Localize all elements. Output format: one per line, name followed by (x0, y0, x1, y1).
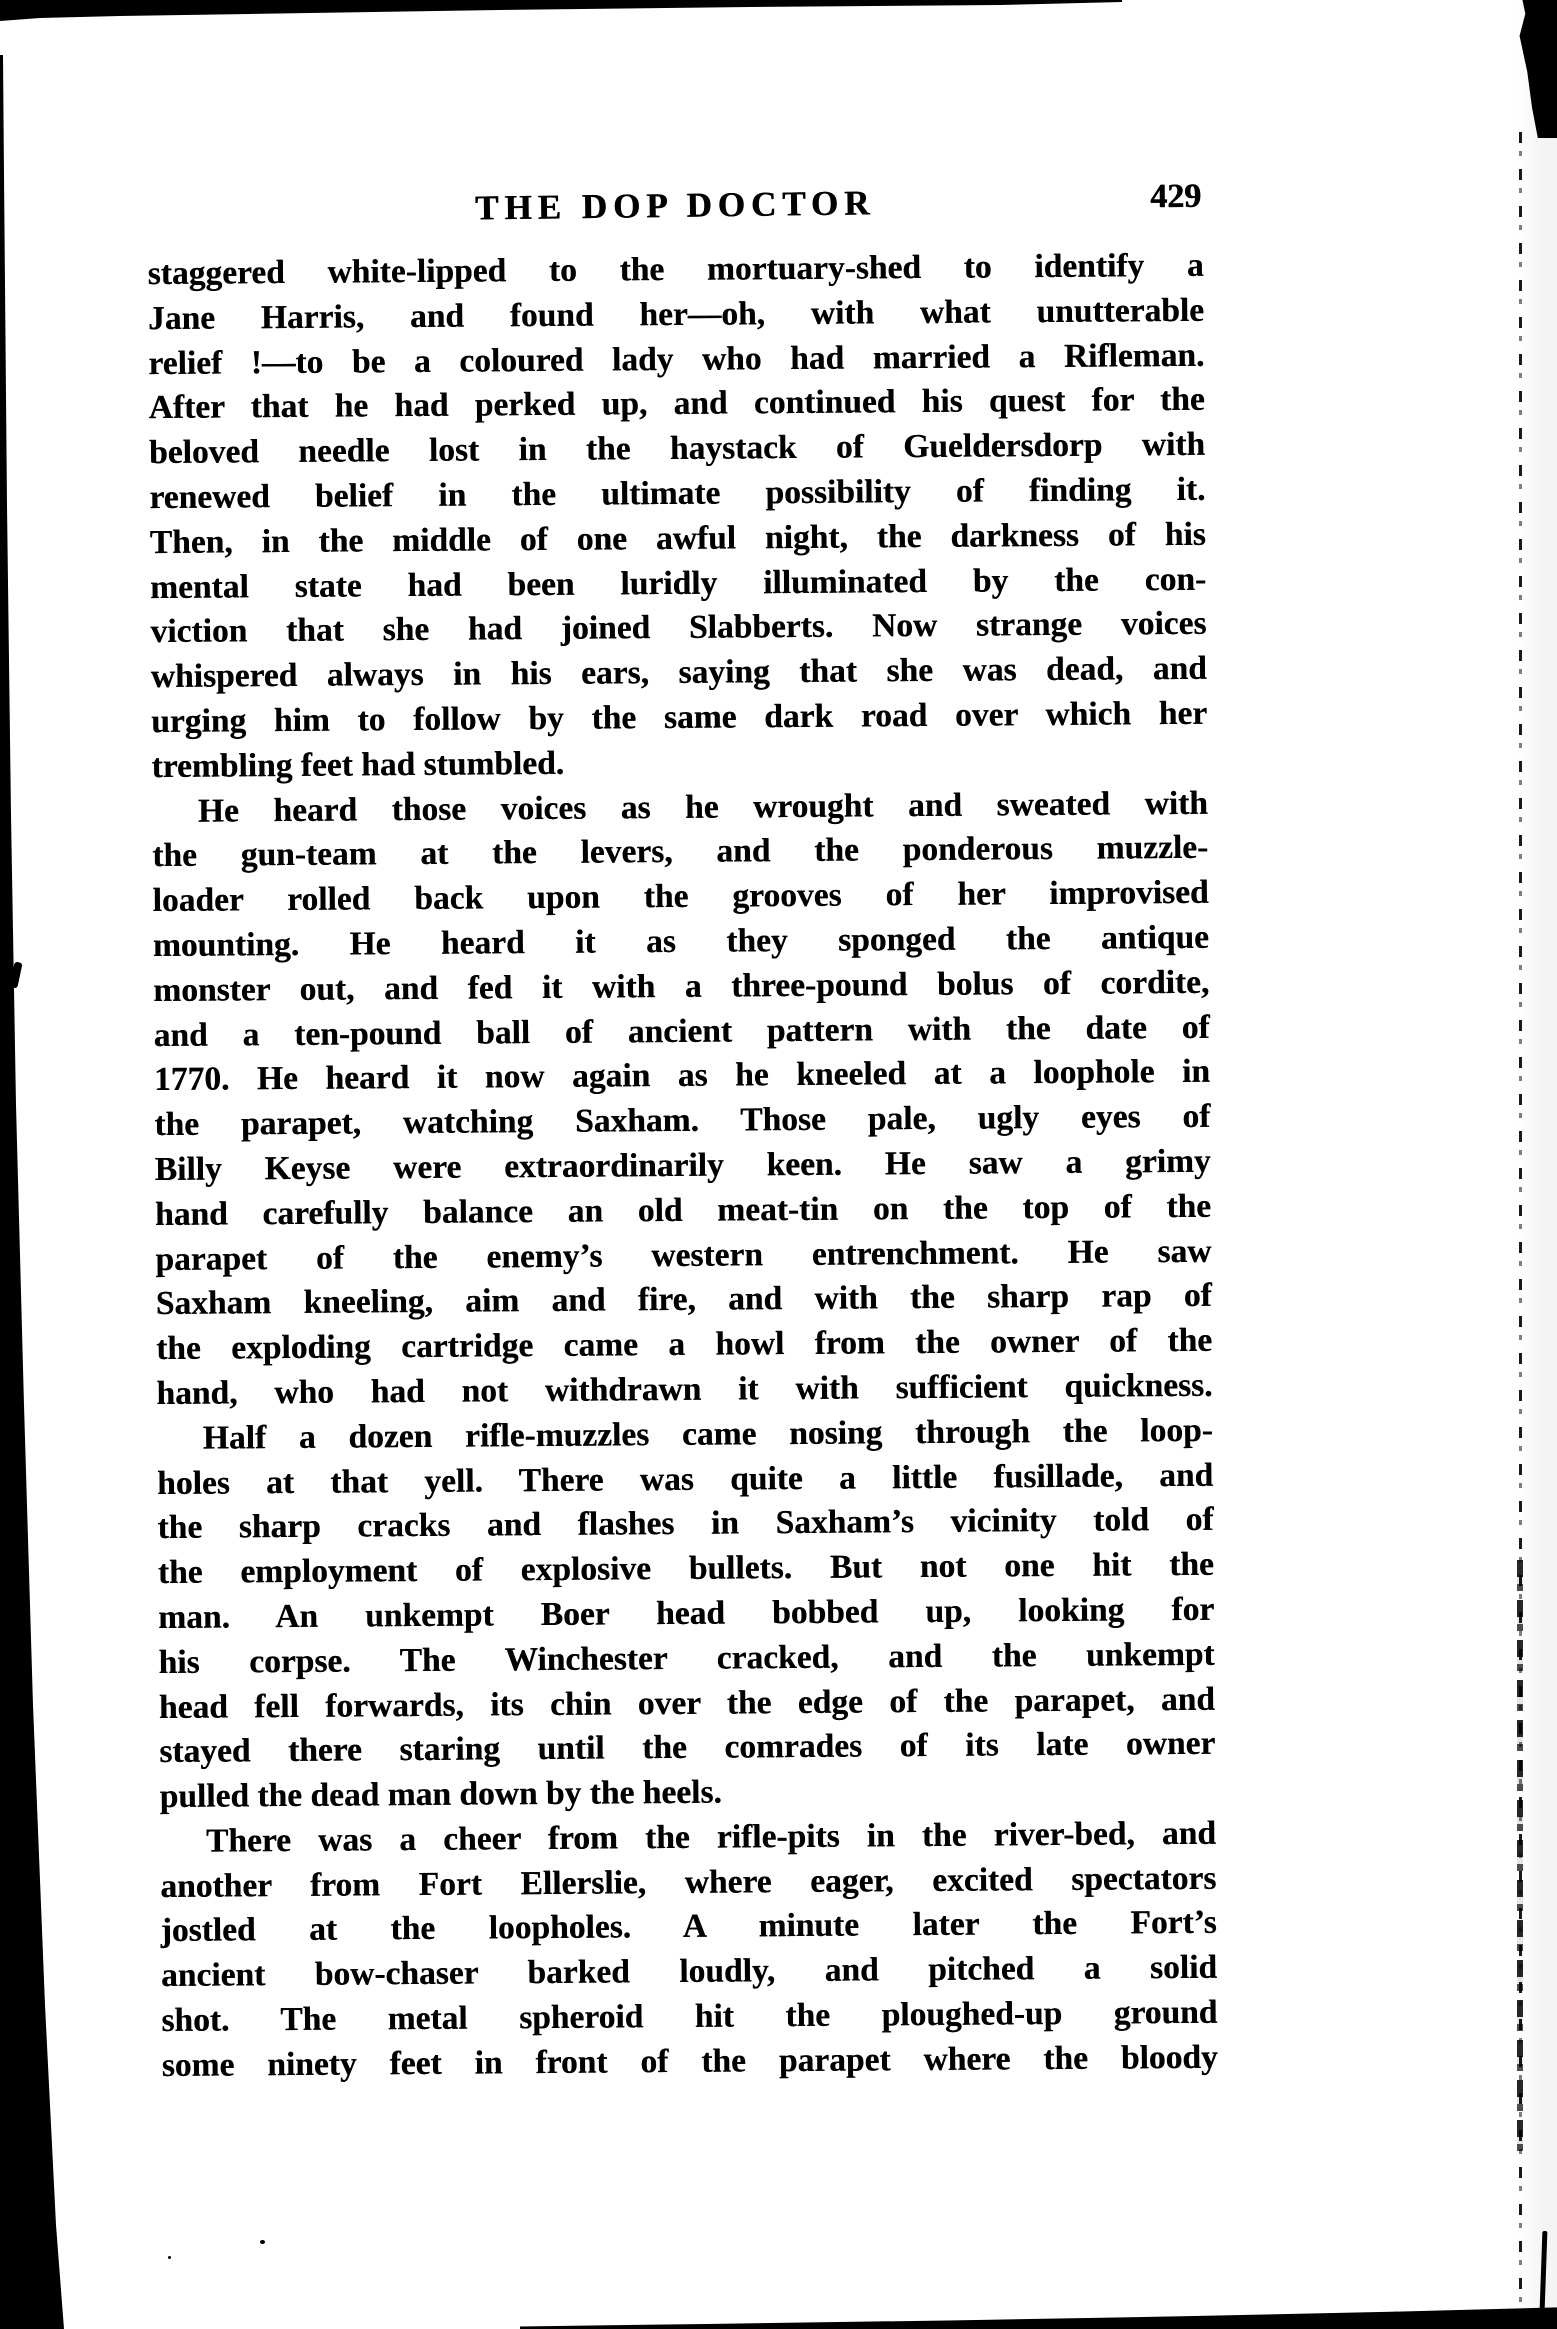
paragraph (160, 1812, 1218, 2089)
paragraph (152, 781, 1213, 1416)
text-line: shot. The metal spheroid hit the ploughed-up ground (161, 1993, 1218, 2040)
scan-artifact-top-edge (0, 0, 1122, 24)
text-line: trembling feet had stumbled. (151, 744, 565, 785)
text-line: viction that she had joined Slabberts. Now strange voices (150, 605, 1207, 651)
text-line: He heard those voices as he wrought and sweated with (197, 784, 1209, 830)
text-line: 1770. He heard it now again as he kneeled at a loophole in (153, 1053, 1211, 1099)
text-line: Half a dozen rifle-muzzles came nosing through the loop- (202, 1411, 1213, 1457)
text-line: whispered always in his ears, saying that she was dead, and (150, 649, 1207, 696)
text-line: his corpse. The Winchester cracked, and the unkempt (158, 1635, 1215, 1681)
running-title: THE DOP DOCTOR (474, 183, 876, 228)
scan-artifact-bottom-edge (520, 2293, 1557, 2329)
scan-artifact-speck (168, 2256, 171, 2259)
text-line: ancient bow-chaser barked loudly, and pitched a solid (160, 1949, 1218, 1995)
text-line: the sharp cracks and flashes in Saxham’s vicinity told of (157, 1501, 1214, 1547)
scan-artifact-speck (260, 2240, 265, 2244)
text-line: the parapet, watching Saxham. Those pale, ugly eyes of (154, 1097, 1211, 1144)
page-header (147, 177, 1203, 236)
text-line: another from Fort Ellerslie, where eager, excited spectators (160, 1859, 1217, 1905)
text-line: Then, in the middle of one awful night, the darkness of his (149, 515, 1206, 561)
text-line: the employment of explosive bullets. But not one hit the (157, 1545, 1214, 1592)
text-line: staggered white-lipped to the mortuary-shed to identify a (147, 246, 1204, 293)
text-line: urging him to follow by the same dark road over which her (151, 694, 1208, 741)
text-line: loader rolled back upon the grooves of her improvised (152, 873, 1209, 920)
text-line: head fell forwards, its chin over the edge of the parapet, and (158, 1680, 1216, 1726)
text-line: beloved needle lost in the haystack of Gueldersdorp with (148, 425, 1206, 472)
text-line: some ninety feet in front of the parapet where the bloody (161, 2038, 1218, 2084)
body-text (148, 244, 1218, 2089)
text-line: stayed there staring until the comrades of its late owner (159, 1725, 1216, 1771)
text-line: and a ten-pound ball of ancient pattern with the date of (153, 1008, 1210, 1054)
text-line: parapet of the enemy’s western entrenchment. He saw (155, 1232, 1212, 1278)
text-line: pulled the dead man down by the heels. (159, 1773, 722, 1816)
paragraph (157, 1408, 1216, 1819)
text-line: man. An unkempt Boer head bobbed up, looking for (158, 1590, 1215, 1636)
text-line: After that he had perked up, and continued his quest for the (148, 381, 1205, 427)
page-number: 429 (1149, 177, 1202, 216)
text-line: hand, who had not withdrawn it with sufficient quickness. (156, 1366, 1213, 1412)
text-line: mental state had been luridly illuminated by the con- (149, 560, 1207, 606)
text-line: the gun-team at the levers, and the ponderous muzzle- (152, 829, 1209, 875)
text-line: the exploding cartridge came a howl from the owner of the (155, 1321, 1213, 1368)
text-line: hand carefully balance an old meat-tin on the top of the (154, 1187, 1212, 1233)
text-line: Saxham kneeling, aim and fire, and with the sharp rap of (155, 1277, 1212, 1323)
text-line: renewed belief in the ultimate possibility of finding it. (149, 470, 1206, 517)
text-line: jostled at the loopholes. A minute later the Fort’s (160, 1904, 1217, 1950)
text-line: Billy Keyse were extraordinarily keen. He saw a grimy (154, 1142, 1211, 1188)
text-line: Jane Harris, and found her—oh, with what unutterable (147, 291, 1205, 337)
page-content (147, 177, 1218, 2089)
text-line: There was a cheer from the rifle-pits in the river-bed, and (205, 1814, 1217, 1860)
text-line: monster out, and fed it with a three-pound bolus of cordite, (153, 963, 1210, 1009)
text-line: mounting. He heard it as they sponged the antique (152, 918, 1210, 965)
paragraph (148, 244, 1208, 790)
text-line: relief !—to be a coloured lady who had married a Rifleman. (148, 336, 1205, 382)
text-line: holes at that yell. There was quite a little fusillade, and (157, 1456, 1214, 1502)
scan-artifact-right-dashed-line-dense (1517, 1560, 1523, 2160)
scan-artifact-left-edge (0, 55, 70, 2329)
